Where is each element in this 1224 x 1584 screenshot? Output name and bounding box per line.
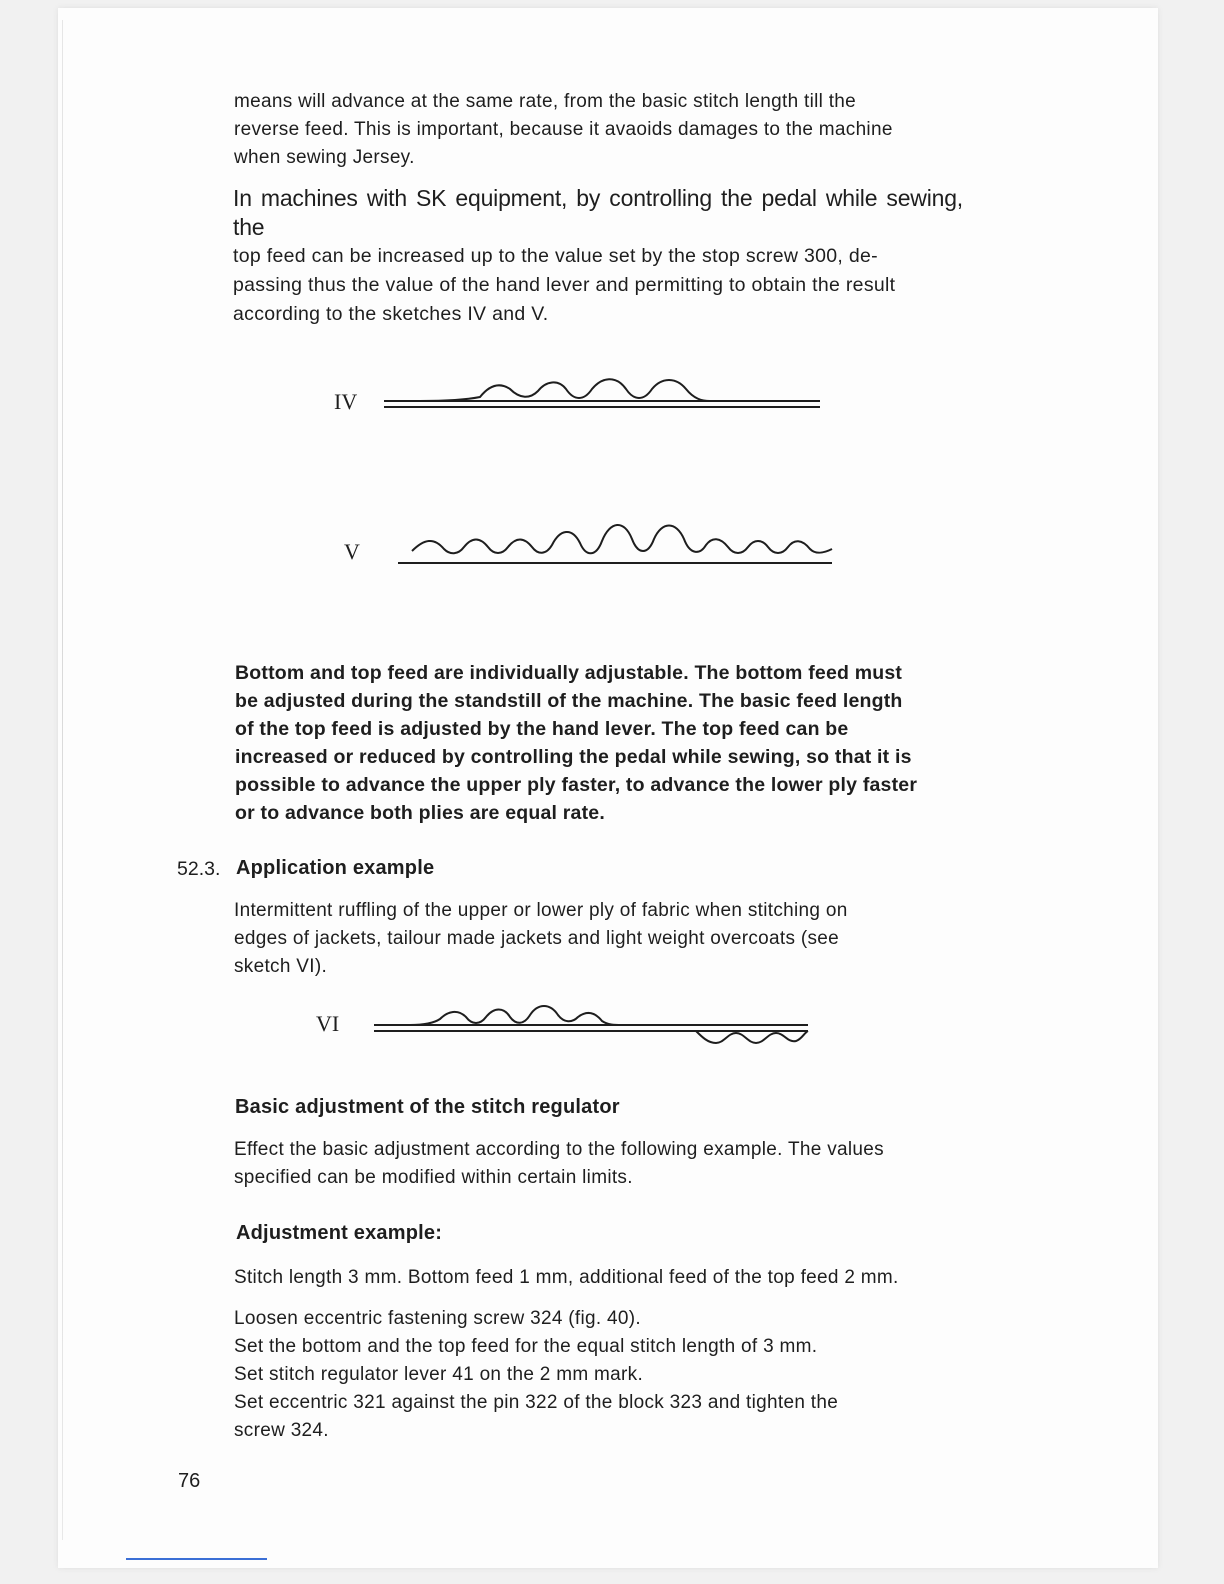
step-line: Loosen eccentric fastening screw 324 (fig. 40). — [234, 1308, 641, 1329]
step-line: Set stitch regulator lever 41 on the 2 mm mark. — [234, 1364, 644, 1385]
application-paragraph — [234, 897, 964, 981]
sketch-vi-label: VI — [316, 1011, 340, 1036]
intro-line: when sewing Jersey. — [234, 147, 415, 168]
section-number: 52.3. — [177, 858, 221, 880]
edge-mark — [126, 1558, 267, 1560]
sk-lead-line: In machines with SK equipment, by controlling the pedal while sewing, the — [233, 185, 963, 240]
intro-line: means will advance at the same rate, from the basic stitch length till the — [234, 91, 857, 112]
sk-paragraph — [233, 184, 963, 329]
page-edge — [62, 20, 63, 1540]
basic-line: Effect the basic adjustment according to the following example. The values — [234, 1139, 884, 1160]
bold-line: increased or reduced by controlling the pedal while sewing, so that it is — [235, 746, 912, 768]
bold-line: Bottom and top feed are individually adjustable. The bottom feed must — [235, 662, 903, 684]
step-line: screw 324. — [234, 1420, 329, 1441]
page-number: 76 — [178, 1470, 201, 1492]
feed-adjust-paragraph — [235, 659, 965, 827]
intro-paragraph — [234, 88, 964, 172]
sketch-v-label: V — [344, 539, 360, 564]
adjustment-steps — [234, 1305, 964, 1445]
bold-line: possible to advance the upper ply faster, to advance the lower ply faster — [235, 774, 918, 796]
step-line: Set eccentric 321 against the pin 322 of the block 323 and tighten the — [234, 1392, 839, 1413]
basic-adjustment-paragraph — [234, 1136, 964, 1192]
adjustment-example-line: Stitch length 3 mm. Bottom feed 1 mm, additional feed of the top feed 2 mm. — [234, 1267, 899, 1288]
basic-adjustment-heading: Basic adjustment of the stitch regulator — [235, 1096, 620, 1118]
sk-line: according to the sketches IV and V. — [233, 303, 549, 325]
application-line: sketch VI). — [234, 956, 328, 977]
sketch-vi-drawing — [310, 1003, 820, 1058]
sk-line: passing thus the value of the hand lever and permitting to obtain the result — [233, 274, 896, 296]
sk-line: top feed can be increased up to the value set by the stop screw 300, de- — [233, 245, 878, 267]
sketch-iv — [330, 375, 830, 425]
bold-line: of the top feed is adjusted by the hand lever. The top feed can be — [235, 718, 849, 740]
sketch-iv-label: IV — [334, 389, 358, 414]
bold-line: be adjusted during the standstill of the machine. The basic feed length — [235, 690, 903, 712]
intro-line: reverse feed. This is important, because it avaoids damages to the machine — [234, 119, 893, 140]
sketch-iv-drawing — [330, 375, 830, 425]
application-line: Intermittent ruffling of the upper or lower ply of fabric when stitching on — [234, 900, 848, 921]
application-heading: Application example — [236, 857, 435, 879]
sketch-v — [340, 515, 840, 575]
step-line: Set the bottom and the top feed for the equal stitch length of 3 mm. — [234, 1336, 818, 1357]
application-line: edges of jackets, tailour made jackets and light weight overcoats (see — [234, 928, 840, 949]
sketch-v-drawing — [340, 515, 840, 575]
bold-line: or to advance both plies are equal rate. — [235, 802, 605, 824]
basic-line: specified can be modified within certain limits. — [234, 1167, 633, 1188]
sketch-vi — [310, 1003, 820, 1058]
adjustment-example-heading: Adjustment example: — [236, 1222, 443, 1244]
